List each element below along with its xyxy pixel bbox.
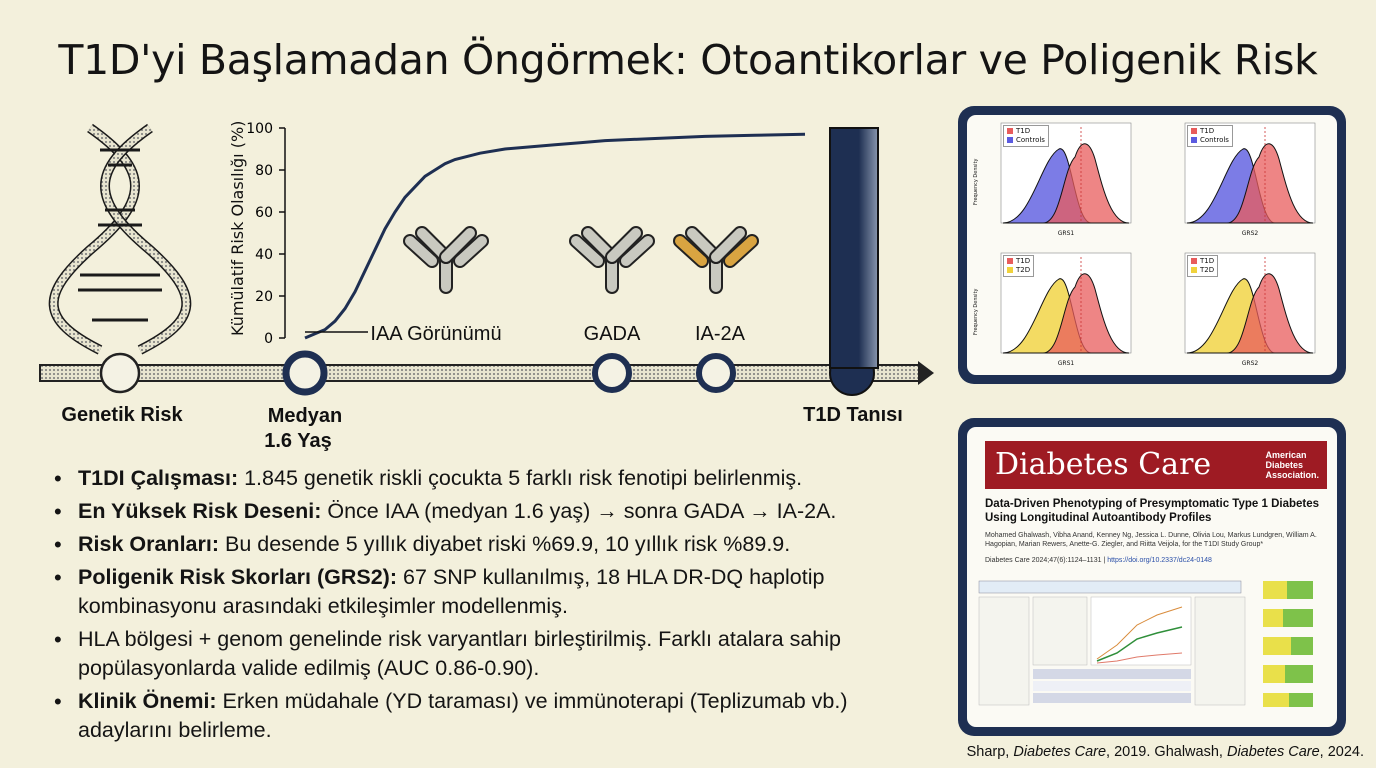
legend-entry: T1D [1016,127,1031,135]
antibody-label: GADA [583,323,641,345]
page-title: T1D'yi Başlamadan Öngörmek: Otoantikorlar ve Poligenik Risk [58,36,1318,84]
plot-legend [1003,125,1049,147]
y-tick-label: 100 [246,121,273,137]
genetic-risk-label: Genetik Risk [61,404,183,426]
bullet-text: 1.845 genetik riskli çocukta 5 farklı risk fenotipi belirlenmiş. [238,466,803,490]
risk-chart [228,121,805,347]
plot-xlabel: GRS1 [1057,360,1075,367]
genetic-risk-node [101,354,139,392]
citation-part: Sharp, [966,744,1014,760]
plot-ylabel: Frequency Density [973,158,979,205]
citation-part: , 2019. Ghalwash, [1106,744,1227,760]
antibody-icon [680,233,752,287]
plot-legend [1187,125,1233,147]
bullet-bold: Klinik Önemi: [78,689,217,713]
journal-name: Diabetes Care [995,447,1212,482]
bullet-text: HLA bölgesi + genom genelinde risk varyantları birleştirilmiş. Farklı atalara sahip popülasyonlarda valide edilmiş (AUC 0.86-0.90). [78,627,841,680]
paper-title: Data-Driven Phenotyping of Presymptomatic Type 1 Diabetes Using Longitudinal Autoantibody Profiles [985,498,1320,524]
density-plot [971,119,1139,239]
legend-entry: Controls [1200,136,1229,144]
paper-inner [967,427,1337,727]
plot-xlabel: GRS2 [1241,360,1259,367]
legend-entry: T1D [1016,257,1031,265]
grs-plot [971,119,1139,239]
bullet-item [50,563,930,621]
paper-figure-thumbnail [967,575,1337,725]
bullet-text: 67 SNP kullanılmış, 18 HLA DR-DQ haplotip kombinasyonu arasındaki etkileşimler modellenmiş. [78,565,825,618]
grs-plot [1155,119,1323,239]
y-tick-label: 0 [264,331,273,347]
y-tick-label: 60 [255,205,273,221]
paper-citation [985,557,1335,564]
ia2a-node [699,356,733,390]
antibody-label: IA-2A [694,323,746,345]
ada-logo [1265,450,1319,480]
paper-authors: Mohamed Ghalwash, Vibha Anand, Kenney Ng, Jessica L. Dunne, Olivia Lou, Markus Lundgren, William A. Hagopian, Marian Rewers, Anette-G. Ziegler, and Riitta Veijola, for the T1DI Study Group* [985,532,1317,548]
source-citation [967,744,1364,760]
bullet-item [50,687,930,745]
bullet-item [50,625,930,683]
bullet-bold: Poligenik Risk Skorları (GRS2): [78,565,398,589]
grs-panel-inner [967,115,1337,375]
plot-ylabel: Frequency Density [973,288,979,335]
ada-line: Association. [1265,470,1319,480]
density-plot [971,249,1139,369]
t1d-diagnosis-bar [830,128,878,368]
bullet-item [50,464,930,493]
grs-plot [971,249,1139,369]
plot-legend [1003,255,1034,277]
chart-ylabel: Kümülatif Risk Olasılığı (%) [228,120,247,336]
timeline-bar [40,361,934,385]
paper-doi-link[interactable]: https://doi.org/10.2337/dc24-0148 [1107,557,1212,564]
grs-plot [1155,249,1323,369]
plot-xlabel: GRS1 [1057,230,1075,237]
y-tick-label: 20 [255,289,273,305]
legend-entry: Controls [1016,136,1045,144]
dna-helix-icon [54,128,187,350]
citation-journal: Diabetes Care [1226,744,1320,760]
antibody-label: IAA Görünümü [370,323,502,345]
legend-entry: T1D [1200,257,1215,265]
legend-entry: T2D [1200,266,1215,274]
median-title: Medyan [267,405,343,427]
legend-entry: T2D [1016,266,1031,274]
bullet-bold: En Yüksek Risk Deseni: [78,499,322,523]
median-label [235,404,375,454]
ada-line: Diabetes [1265,460,1304,470]
antibody-icon [576,233,648,287]
citation-part: , 2024. [1319,744,1364,760]
density-plot [1155,119,1323,239]
bullet-item [50,497,930,526]
bullet-item [50,530,930,559]
paper-panel [958,418,1346,736]
citation-journal: Diabetes Care [1013,744,1107,760]
legend-entry: T1D [1200,127,1215,135]
antibody-icon [410,233,482,287]
median-node [286,354,324,392]
y-tick-label: 40 [255,247,273,263]
bullet-bold: Risk Oranları: [78,532,219,556]
bullet-text: Önce IAA (medyan 1.6 yaş) → sonra GADA → IA-2A. [321,499,837,523]
density-plot [1155,249,1323,369]
t1d-diagnosis-label: T1D Tanısı [803,404,903,426]
bullet-bold: T1DI Çalışması: [78,466,239,490]
gada-node [595,356,629,390]
bullet-list [50,464,930,749]
paper-cite-text: Diabetes Care 2024;47(6):1124–1131 | [985,557,1108,564]
bullet-text: Bu desende 5 yıllık diyabet riski %69.9, 10 yıllık risk %89.9. [219,532,791,556]
plot-legend [1187,255,1218,277]
plot-xlabel: GRS2 [1241,230,1259,237]
ada-line: American [1265,450,1307,460]
bullet-text: Erken müdahale (YD taraması) ve immünoterapi (Teplizumab vb.) adaylarını belirleme. [78,689,848,742]
median-age: 1.6 Yaş [264,430,332,452]
grs-distribution-panel [958,106,1346,384]
y-tick-label: 80 [255,163,273,179]
journal-header [985,441,1327,489]
